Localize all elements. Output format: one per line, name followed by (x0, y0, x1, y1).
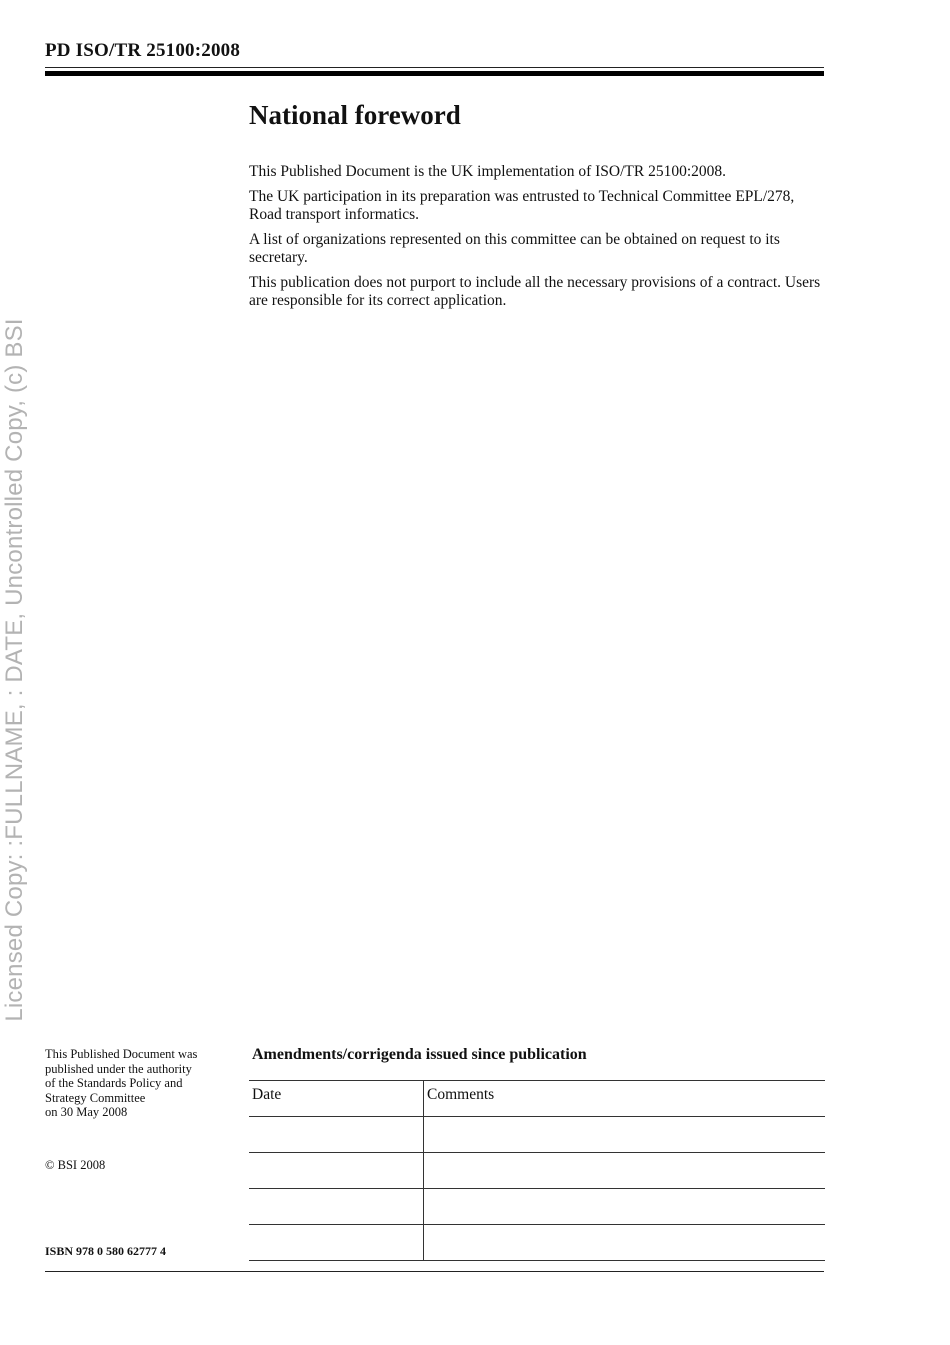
date-cell (249, 1153, 424, 1189)
paragraph: A list of organizations represented on this committee can be obtained on request to its secretary. (249, 231, 780, 266)
paragraph: This publication does not purport to include all the necessary provisions of a contract. Users are responsible for its correct application. (249, 274, 821, 309)
foreword-body (249, 163, 829, 317)
amendments-table (249, 1080, 825, 1261)
comments-cell (424, 1153, 826, 1189)
column-header-date: Date (249, 1081, 424, 1117)
date-cell (249, 1117, 424, 1153)
date-cell (249, 1225, 424, 1261)
header-rule-thin (45, 67, 824, 68)
comments-cell (424, 1117, 826, 1153)
table-row (249, 1225, 825, 1261)
isbn: ISBN 978 0 580 62777 4 (45, 1244, 167, 1258)
page-title: National foreword (249, 100, 461, 130)
comments-cell (424, 1189, 826, 1225)
table-row (249, 1153, 825, 1189)
table-row (249, 1117, 825, 1153)
amendments-heading: Amendments/corrigenda issued since publication (252, 1046, 587, 1063)
footer-rule (45, 1271, 824, 1272)
copyright-notice: © BSI 2008 (45, 1158, 106, 1172)
table-header-row (249, 1081, 825, 1117)
paragraph: The UK participation in its preparation was entrusted to Technical Committee EPL/278, Road transport informatics. (249, 188, 795, 223)
document-id: PD ISO/TR 25100:2008 (45, 40, 241, 61)
table-row (249, 1189, 825, 1225)
comments-cell (424, 1225, 826, 1261)
header-rule-thick (45, 71, 824, 76)
date-cell (249, 1189, 424, 1225)
paragraph: This Published Document is the UK implementation of ISO/TR 25100:2008. (249, 163, 727, 180)
license-watermark: Licensed Copy: :FULLNAME, : DATE, Uncontrolled Copy, (c) BSI (1, 318, 28, 1022)
column-header-comments: Comments (424, 1081, 826, 1117)
publication-authority-note: This Published Document was published under the authority of the Standards Policy and Strategy Committee on 30 May 2008 (45, 1047, 198, 1119)
